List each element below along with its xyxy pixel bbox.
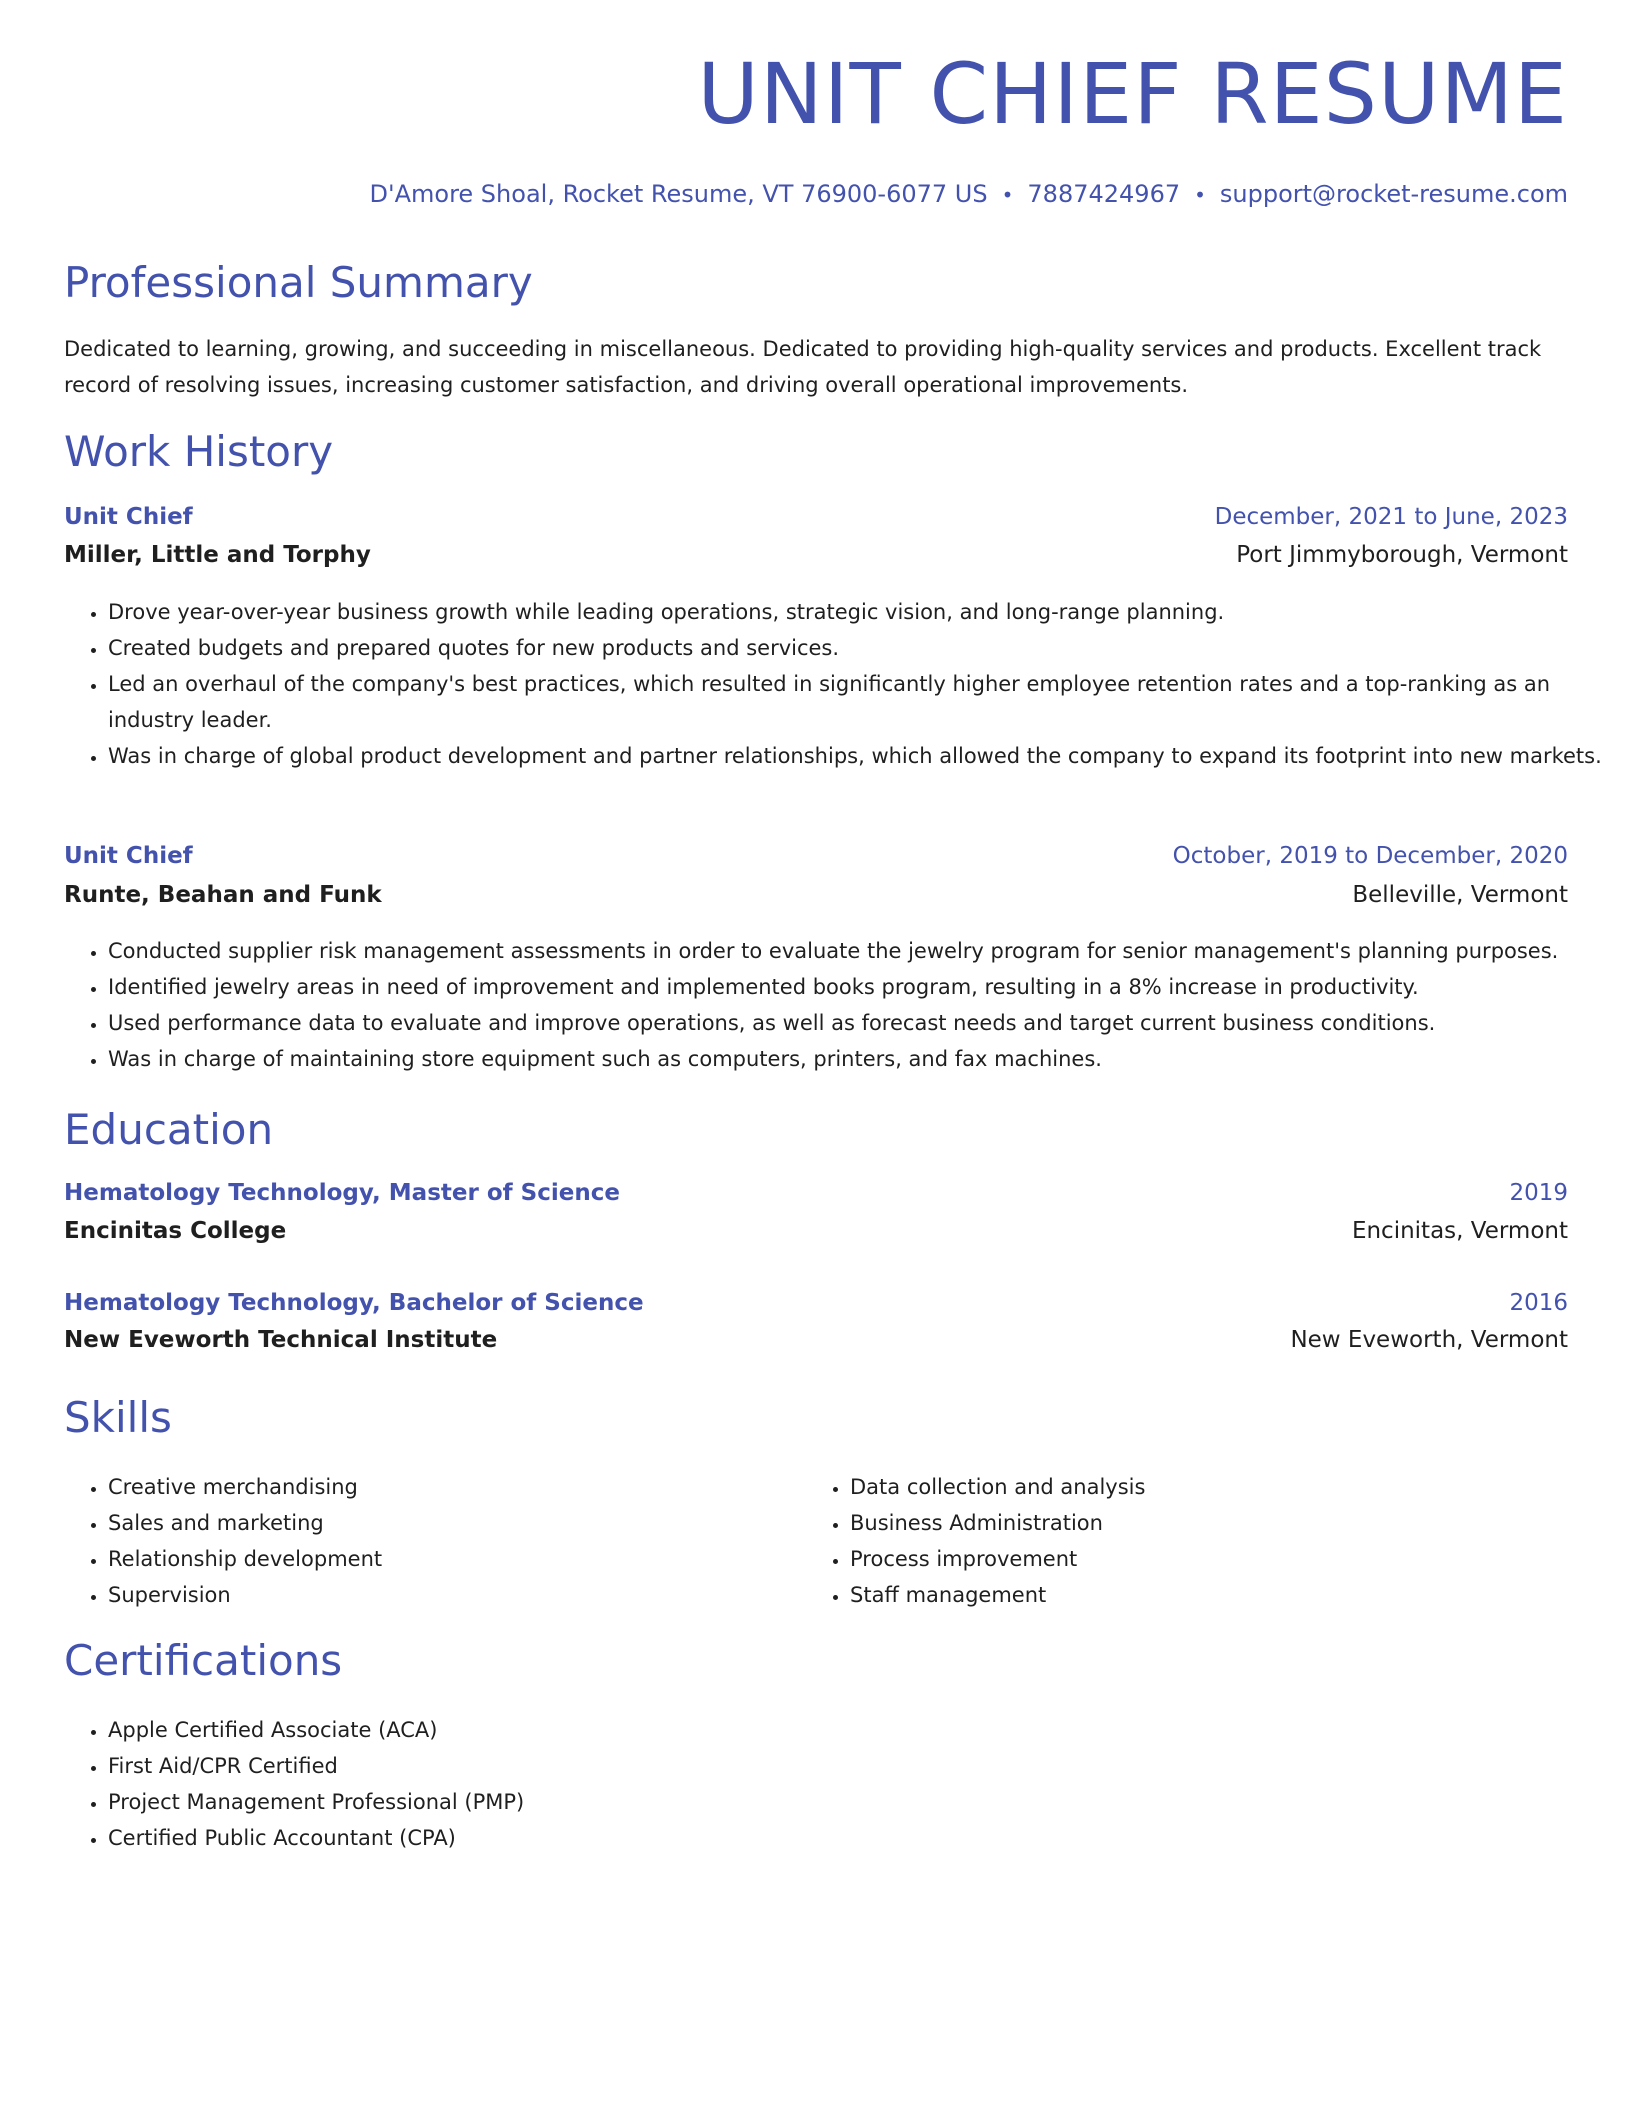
list-item: • Data collection and analysis bbox=[850, 1469, 1550, 1505]
list-item: • Identified jewelry areas in need of improvement and implemented books program, resulting in a 8% increase in productivity. bbox=[108, 969, 1608, 1005]
list-item: • Led an overhaul of the company's best practices, which resulted in significantly higher employee retention rates and a top-ranking as an industry leader. bbox=[108, 666, 1608, 738]
job-bullets bbox=[64, 933, 1608, 1077]
list-item: • Business Administration bbox=[850, 1505, 1550, 1541]
job-company-row bbox=[64, 882, 1568, 908]
education-header-row bbox=[64, 1180, 1568, 1206]
list-item: • First Aid/CPR Certified bbox=[108, 1748, 1608, 1784]
job-company-row bbox=[64, 542, 1568, 568]
education-school-row bbox=[64, 1218, 1568, 1244]
list-item: • Was in charge of global product development and partner relationships, which allowed the company to expand its footprint into new markets. bbox=[108, 738, 1608, 774]
list-item: • Relationship development bbox=[108, 1541, 808, 1577]
skills-heading: Skills bbox=[64, 1393, 172, 1442]
contact-line bbox=[370, 180, 1568, 208]
skills-list-left bbox=[64, 1469, 808, 1613]
list-item: • Creative merchandising bbox=[108, 1469, 808, 1505]
degree: Hematology Technology, Bachelor of Science bbox=[64, 1290, 644, 1316]
job-dates: October, 2019 to December, 2020 bbox=[1172, 843, 1568, 869]
separator-dot: • bbox=[1001, 183, 1014, 207]
job-company: Miller, Little and Torphy bbox=[64, 542, 371, 568]
list-item: • Apple Certified Associate (ACA) bbox=[108, 1712, 1608, 1748]
list-item: • Sales and marketing bbox=[108, 1505, 808, 1541]
job-header-row bbox=[64, 843, 1568, 869]
job-location: Port Jimmyborough, Vermont bbox=[1236, 542, 1568, 568]
skills-list-right bbox=[806, 1469, 1550, 1613]
school-name: New Eveworth Technical Institute bbox=[64, 1327, 498, 1353]
resume-title: UNIT CHIEF RESUME bbox=[697, 45, 1568, 143]
school-location: New Eveworth, Vermont bbox=[1290, 1327, 1568, 1353]
list-item: • Supervision bbox=[108, 1577, 808, 1613]
job-title: Unit Chief bbox=[64, 504, 193, 530]
job-header-row bbox=[64, 504, 1568, 530]
list-item: • Created budgets and prepared quotes for new products and services. bbox=[108, 630, 1608, 666]
contact-address: D'Amore Shoal, Rocket Resume, VT 76900-6077 US bbox=[369, 180, 988, 208]
separator-dot: • bbox=[1194, 183, 1206, 207]
job-location: Belleville, Vermont bbox=[1352, 882, 1568, 908]
job-title: Unit Chief bbox=[64, 843, 193, 869]
degree: Hematology Technology, Master of Science bbox=[64, 1180, 620, 1206]
job-bullets bbox=[64, 594, 1608, 774]
list-item: • Certified Public Accountant (CPA) bbox=[108, 1820, 1608, 1856]
summary-text: Dedicated to learning, growing, and succeeding in miscellaneous. Dedicated to providing high-quality services and products. Excellent track record of resolving issues, increasing customer satisfaction, and driving overall operational improvements. bbox=[64, 337, 1542, 397]
education-header-row bbox=[64, 1290, 1568, 1316]
list-item: • Conducted supplier risk management assessments in order to evaluate the jewelry program for senior management's planning purposes. bbox=[108, 933, 1608, 969]
job-company: Runte, Beahan and Funk bbox=[64, 882, 382, 908]
contact-phone: 7887424967 bbox=[1027, 180, 1181, 208]
certifications-list bbox=[64, 1712, 1608, 1856]
school-location: Encinitas, Vermont bbox=[1351, 1218, 1568, 1244]
certifications-heading: Certifications bbox=[64, 1636, 343, 1685]
job-dates: December, 2021 to June, 2023 bbox=[1214, 504, 1568, 530]
contact-email[interactable]: support@rocket-resume.com bbox=[1219, 180, 1568, 208]
work-history-heading: Work History bbox=[64, 427, 334, 476]
education-school-row bbox=[64, 1327, 1568, 1353]
list-item: • Used performance data to evaluate and improve operations, as well as forecast needs and target current business conditions. bbox=[108, 1005, 1608, 1041]
list-item: • Staff management bbox=[850, 1577, 1550, 1613]
education-heading: Education bbox=[64, 1105, 274, 1154]
summary-heading: Professional Summary bbox=[64, 258, 533, 307]
list-item: • Project Management Professional (PMP) bbox=[108, 1784, 1608, 1820]
graduation-year: 2019 bbox=[1509, 1180, 1568, 1206]
graduation-year: 2016 bbox=[1509, 1290, 1568, 1316]
school-name: Encinitas College bbox=[64, 1218, 287, 1244]
list-item: • Process improvement bbox=[850, 1541, 1550, 1577]
list-item: • Drove year-over-year business growth while leading operations, strategic vision, and long-range planning. bbox=[108, 594, 1608, 630]
list-item: • Was in charge of maintaining store equipment such as computers, printers, and fax machines. bbox=[108, 1041, 1608, 1077]
